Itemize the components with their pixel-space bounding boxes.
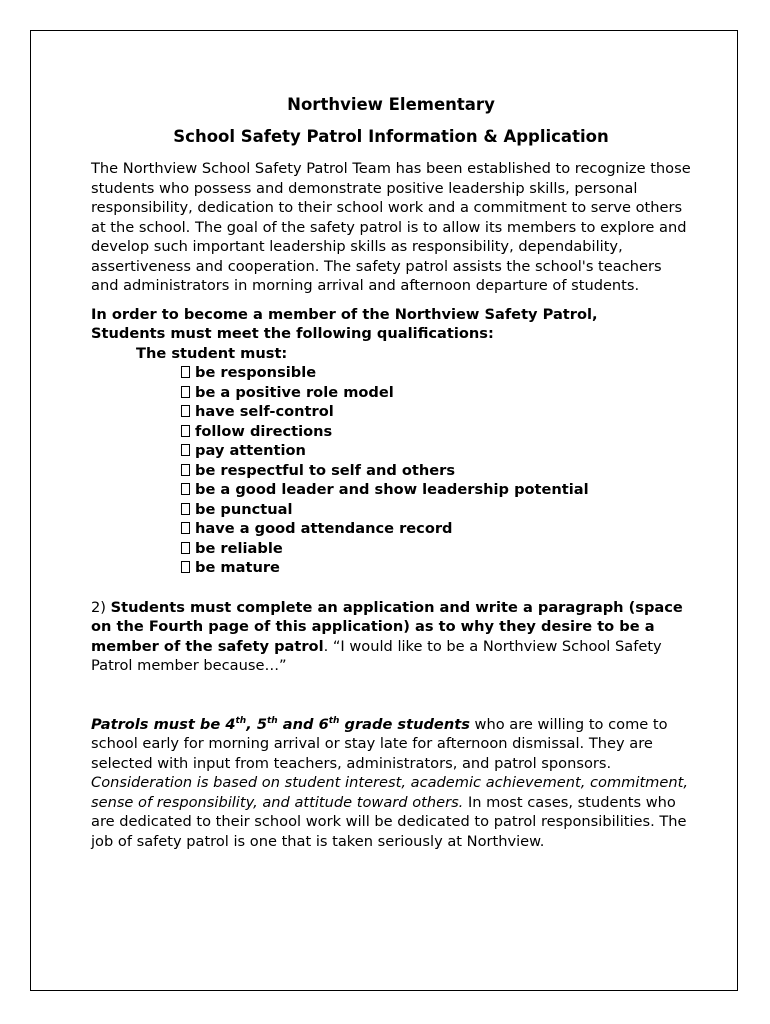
qualification-item — [181, 558, 691, 578]
section-3-paragraph — [91, 715, 691, 852]
qualification-text: have a good attendance record — [195, 520, 453, 537]
requirements-line-1: In order to become a member of the Northview Safety Patrol, — [91, 305, 598, 323]
checkbox-glyph-icon — [181, 503, 190, 515]
qualification-item — [181, 539, 691, 559]
section-2-bold-text: Students must complete an application and write a paragraph (space on the Fourth page of this application) as to why they desire to be a member of the safety patrol — [91, 598, 683, 655]
document-content — [91, 95, 691, 851]
qualification-item — [181, 422, 691, 442]
section-3-text-b: In most cases, students who are dedicated to their school work will be dedicated to patrol responsibilities. The job of safety patrol is one that is taken seriously at Northview. — [91, 793, 687, 850]
qualification-text: be responsible — [195, 364, 317, 381]
consideration-italic: Consideration is based on student interest, academic achievement, commitment, sense of responsibility, and attitude toward others. — [91, 774, 688, 811]
qualification-item — [181, 383, 691, 403]
grades-text-a: Patrols must be 4 — [91, 715, 236, 733]
grades-text-d: grade students — [339, 715, 470, 733]
qualification-item — [181, 402, 691, 422]
checkbox-glyph-icon — [181, 386, 190, 398]
requirements-line-2: Students must meet the following qualifications: — [91, 325, 494, 342]
checkbox-glyph-icon — [181, 464, 190, 476]
checkbox-glyph-icon — [181, 542, 190, 554]
section-2-number: 2) — [91, 598, 106, 616]
qualification-item — [181, 519, 691, 539]
school-name: Northview Elementary — [287, 95, 495, 114]
qualification-item — [181, 461, 691, 481]
checkbox-glyph-icon — [181, 405, 190, 417]
section-3-text-a: who are willing to come to school early for morning arrival or stay late for afternoon dismissal. They are selected with input from teachers, administrators, and patrol sponsors. — [91, 715, 668, 772]
grades-text-b: , 5 — [246, 715, 267, 733]
qualification-item — [181, 480, 691, 500]
checkbox-glyph-icon — [181, 522, 190, 534]
grades-sup-a: th — [235, 715, 247, 726]
checkbox-glyph-icon — [181, 483, 190, 495]
intro-paragraph: The Northview School Safety Patrol Team has been established to recognize those students who possess and demonstrate positive leadership skills, personal responsibility, dedication to their school work and a commitment to serve others at the school. The goal of the safety patrol is to allow its members to explore and develop such important leadership skills as responsibility, dependability, assertiveness and cooperation. The safety patrol assists the school's teachers and administrators in morning arrival and afternoon departure of students. — [91, 160, 691, 294]
checkbox-glyph-icon — [181, 366, 190, 378]
qualification-text: follow directions — [195, 422, 333, 440]
qualifications-list — [91, 363, 691, 578]
section-2-rest-text: . “I would like to be a Northview School Safety Patrol member because…” — [91, 637, 662, 674]
checkbox-glyph-icon — [181, 561, 190, 573]
grades-text-c: and 6 — [277, 715, 329, 733]
qualification-item — [181, 363, 691, 383]
qualification-text: have self-control — [195, 403, 334, 420]
qualification-text: be mature — [195, 559, 280, 576]
checkbox-glyph-icon — [181, 444, 190, 456]
qualification-text: be reliable — [195, 539, 283, 557]
document-page — [30, 30, 738, 991]
grades-sup-c: th — [328, 715, 340, 726]
section-2-paragraph — [91, 598, 691, 676]
qualification-text: be punctual — [195, 500, 293, 518]
student-must-label: The student must: — [136, 344, 288, 362]
page-title: School Safety Patrol Information & Application — [173, 127, 609, 146]
requirements-heading — [91, 305, 691, 364]
qualification-text: be a good leader and show leadership potential — [195, 481, 589, 498]
qualification-text: be respectful to self and others — [195, 461, 456, 479]
checkbox-glyph-icon — [181, 425, 190, 437]
qualification-text: pay attention — [195, 442, 306, 459]
qualification-item — [181, 441, 691, 461]
qualification-item — [181, 500, 691, 520]
qualification-text: be a positive role model — [195, 383, 394, 401]
grades-sup-b: th — [267, 715, 278, 726]
